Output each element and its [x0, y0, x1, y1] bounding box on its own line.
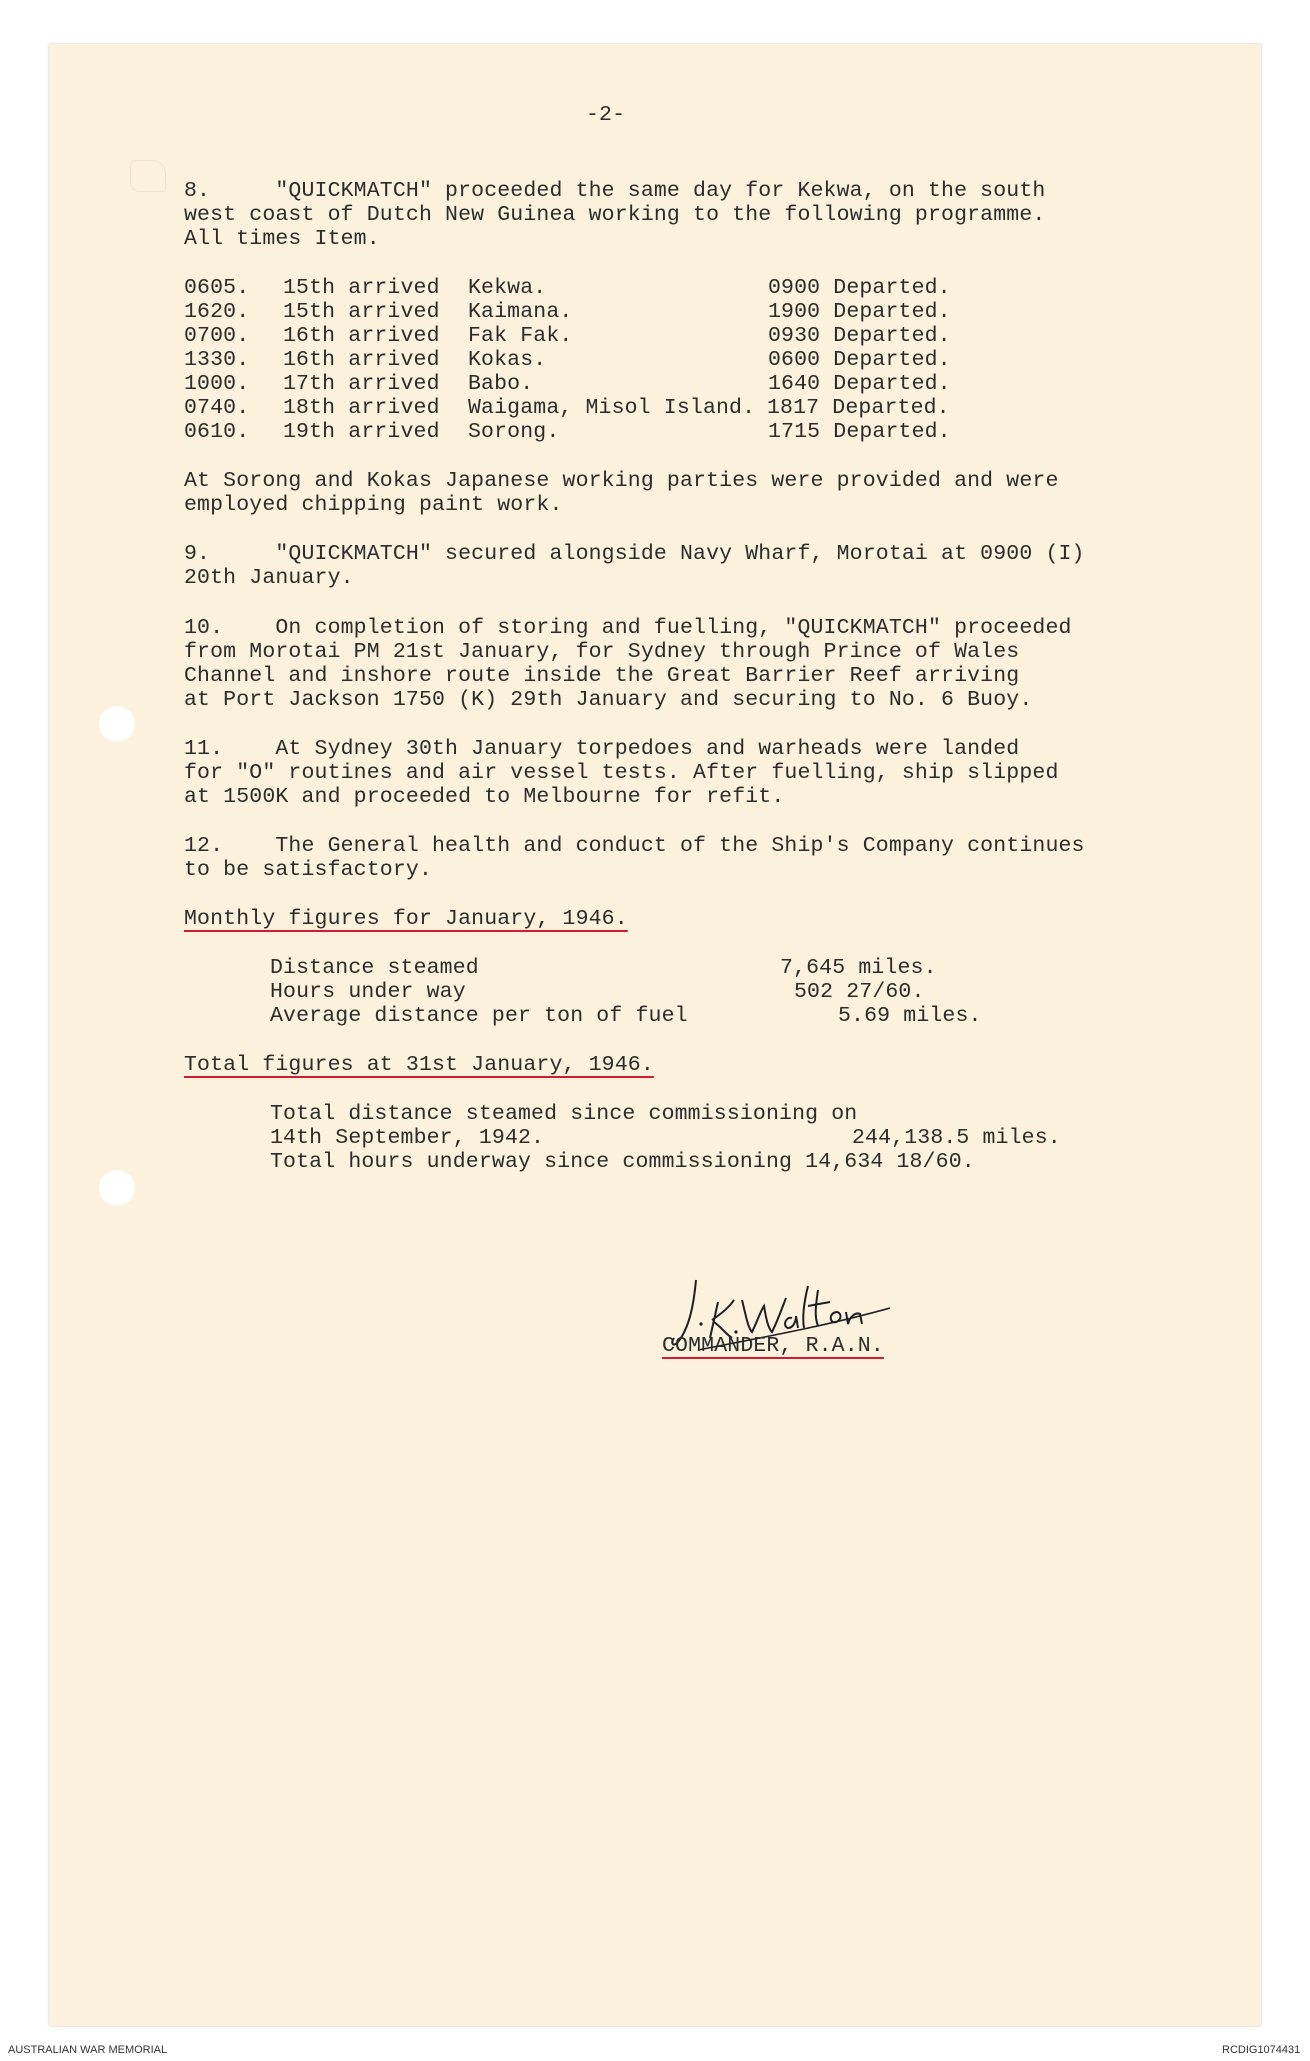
para-line: 9. "QUICKMATCH" secured alongside Navy Wharf, Morotai at 0900 (I) [184, 542, 1085, 566]
departure: 0600 Departed. [768, 348, 951, 372]
arrival-day: 17th arrived [283, 372, 440, 396]
paper-crease [130, 160, 166, 192]
departure: 0900 Departed. [768, 276, 951, 300]
arrival-place: Kokas. [468, 348, 547, 372]
page-number: -2- [586, 103, 626, 127]
para-line: from Morotai PM 21st January, for Sydney through Prince of Wales [184, 640, 1020, 664]
arrival-time: 1620. [184, 300, 250, 324]
arrival-time: 1000. [184, 372, 250, 396]
para-line: at Port Jackson 1750 (K) 29th January and securing to No. 6 Buoy. [184, 688, 1033, 712]
monthly-heading: Monthly figures for January, 1946. [184, 907, 628, 931]
arrival-time: 0740. [184, 396, 250, 420]
figure-label: Distance steamed [270, 956, 479, 980]
arrival-day: 15th arrived [283, 276, 440, 300]
arrival-place: Fak Fak. [468, 324, 573, 348]
para-line: for "O" routines and air vessel tests. After fuelling, ship slipped [184, 761, 1059, 785]
total-value: 244,138.5 miles. [852, 1126, 1061, 1150]
figure-value: 7,645 miles. [780, 956, 937, 980]
arrival-place: Kekwa. [468, 276, 547, 300]
para-line: Channel and inshore route inside the Great Barrier Reef arriving [184, 664, 1020, 688]
arrival-place: Kaimana. [468, 300, 573, 324]
arrival-day: 15th arrived [283, 300, 440, 324]
para-line: 8. "QUICKMATCH" proceeded the same day for Kekwa, on the south [184, 179, 1046, 203]
punch-hole-top [99, 706, 135, 742]
total-line: 14th September, 1942. [270, 1126, 545, 1150]
figure-label: Average distance per ton of fuel [270, 1004, 688, 1028]
arrival-time: 1330. [184, 348, 250, 372]
para-line: 11. At Sydney 30th January torpedoes and warheads were landed [184, 737, 1020, 761]
total-heading: Total figures at 31st January, 1946. [184, 1053, 654, 1077]
arrival-place: Sorong. [468, 420, 560, 444]
total-line: Total hours underway since commissioning 14,634 18/60. [270, 1150, 975, 1174]
figure-value: 502 27/60. [794, 980, 925, 1004]
signatory-title: COMMANDER, R.A.N. [662, 1334, 884, 1358]
figure-value: 5.69 miles. [838, 1004, 982, 1028]
departure: 0930 Departed. [768, 324, 951, 348]
departure: 1640 Departed. [768, 372, 951, 396]
para-line: 12. The General health and conduct of the Ship's Company continues [184, 834, 1085, 858]
footer-archive-name: AUSTRALIAN WAR MEMORIAL [8, 2044, 168, 2056]
para-line: 20th January. [184, 566, 354, 590]
departure: 1900 Departed. [768, 300, 951, 324]
arrival-day: 19th arrived [283, 420, 440, 444]
arrival-place: Babo. [468, 372, 534, 396]
arrival-place: Waigama, Misol Island. [468, 396, 756, 420]
arrival-day: 18th arrived [283, 396, 440, 420]
para-line: at 1500K and proceeded to Melbourne for refit. [184, 785, 785, 809]
para-line: to be satisfactory. [184, 858, 432, 882]
arrival-day: 16th arrived [283, 324, 440, 348]
arrival-day: 16th arrived [283, 348, 440, 372]
departure: 1817 Departed. [767, 396, 950, 420]
para-line: 10. On completion of storing and fuelling, "QUICKMATCH" proceeded [184, 616, 1072, 640]
arrival-time: 0605. [184, 276, 250, 300]
figure-label: Hours under way [270, 980, 466, 1004]
total-line: Total distance steamed since commissioning on [270, 1102, 858, 1126]
footer-record-id: RCDIG1074431 [1222, 2044, 1301, 2056]
punch-hole-bottom [99, 1170, 135, 1206]
arrival-time: 0610. [184, 420, 250, 444]
departure: 1715 Departed. [768, 420, 951, 444]
para-line: west coast of Dutch New Guinea working to the following programme. [184, 203, 1046, 227]
arrival-time: 0700. [184, 324, 250, 348]
para-line: All times Item. [184, 227, 380, 251]
para-line: employed chipping paint work. [184, 493, 563, 517]
para-line: At Sorong and Kokas Japanese working parties were provided and were [184, 469, 1059, 493]
